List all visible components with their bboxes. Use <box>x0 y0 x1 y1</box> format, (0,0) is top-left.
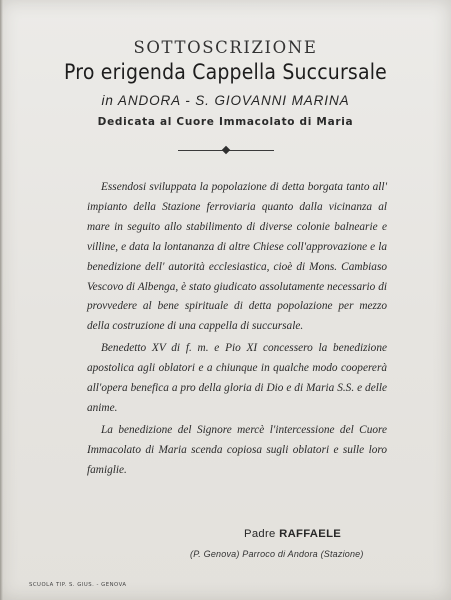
body-paragraph: Essendosi sviluppata la popolazione di detta borgata tanto all' impianto della Stazione ferroviaria quanto dalla vicinanza al mare in seguito allo stabilimento di diverse colonie balnearie e villine, e data la lontananza di altre Chiese coll'approvazione e la benedizione dell' autorità ecclesiastica, cioè di Mons. Cambiaso Vescovo di Albenga, è stato giudicato assolutamente necessario di provvedere al bene spirituale di detta popolazione per mezzo della costruzione di una cappella di succursale. <box>87 181 387 333</box>
document-title: SOTTOSCRIZIONE <box>133 38 318 57</box>
body-text <box>87 178 387 481</box>
body-paragraph: Benedetto XV di f. m. e Pio XI concessero la benedizione apostolica agli oblatori e a chiunque in qualche modo coopererà all'opera benefica a pro della gloria di Dio e di Maria S.S. e delle anime. <box>87 342 387 414</box>
document-subtitle: Pro erigenda Cappella Succursale <box>64 60 387 84</box>
location-line: in ANDORA - S. GIOVANNI MARINA <box>101 93 350 108</box>
signature-parish: (P. Genova) Parroco di Andora (Stazione) <box>190 549 364 559</box>
body-paragraph: La benedizione del Signore mercè l'intercessione del Cuore Immacolato di Maria scenda copiosa sugli oblatori e sulle loro famiglie. <box>87 423 387 476</box>
signature-name: RAFFAELE <box>279 528 342 540</box>
divider-diamond <box>222 146 230 154</box>
page-edge-shadow <box>0 0 3 600</box>
signature-title: Padre <box>244 528 276 540</box>
ornamental-divider <box>178 147 274 155</box>
dedication-line: Dedicata al Cuore Immacolato di Maria <box>97 116 354 128</box>
signature <box>244 528 341 540</box>
printer-credit: SCUOLA TIP. S. GIUS. - GENOVA <box>29 582 127 588</box>
